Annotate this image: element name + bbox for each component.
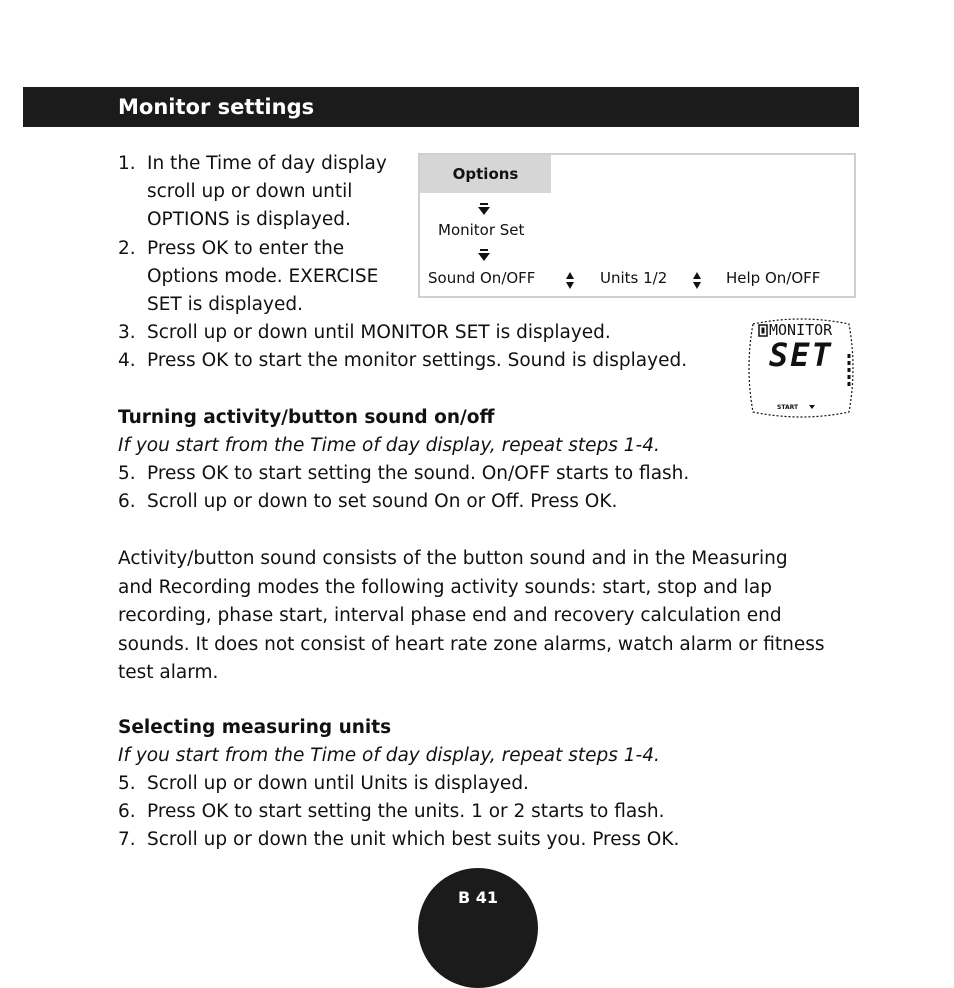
arrow-down-icon <box>478 253 490 261</box>
page-number: B 41 <box>457 888 499 907</box>
units-section-note: If you start from the Time of day display, repeat steps 1-4. <box>118 745 660 766</box>
step-text: Scroll up or down until Units is displayed. <box>147 773 529 794</box>
page-number-badge <box>418 868 538 988</box>
monitor-set-label: Monitor Set <box>438 221 525 239</box>
watch-line2-text: SET <box>769 336 833 374</box>
sound-description-paragraph <box>118 545 863 688</box>
units-option-label: Units 1/2 <box>600 269 668 287</box>
sound-section-note: If you start from the Time of day display, repeat steps 1-4. <box>118 435 660 456</box>
arrow-stem <box>480 203 488 205</box>
sound-option-label: Sound On/OFF <box>428 269 536 287</box>
step-text: Scroll up or down until MONITOR SET is displayed. <box>147 322 611 343</box>
options-tab: Options <box>420 155 551 193</box>
help-option-label: Help On/OFF <box>726 269 821 287</box>
step-text: Press OK to start the monitor settings. Sound is displayed. <box>147 350 688 371</box>
step-number: 6. <box>118 491 136 512</box>
paragraph-line: test alarm. <box>118 662 219 683</box>
step-text: scroll up or down until <box>147 181 353 202</box>
step-number: 5. <box>118 463 136 484</box>
sound-section-heading: Turning activity/button sound on/off <box>118 407 495 428</box>
step-number: 7. <box>118 829 136 850</box>
paragraph-line: and Recording modes the following activity sounds: start, stop and lap <box>118 576 772 598</box>
step-text: SET is displayed. <box>147 294 303 315</box>
step-number: 2. <box>118 238 136 259</box>
watch-display-illustration <box>745 318 857 418</box>
paragraph-line: sounds. It does not consist of heart rate zone alarms, watch alarm or fitness <box>118 633 825 655</box>
step-number: 3. <box>118 322 136 343</box>
step-number: 4. <box>118 350 136 371</box>
up-down-arrows-icon <box>693 272 701 290</box>
step-text: Scroll up or down the unit which best suits you. Press OK. <box>147 829 680 850</box>
paragraph-line: Activity/button sound consists of the button sound and in the Measuring <box>118 548 788 569</box>
watch-line1-text: MONITOR <box>769 321 833 339</box>
step-number: 1. <box>118 153 136 174</box>
section-title: Monitor settings <box>118 95 315 119</box>
step-text: Press OK to enter the <box>147 238 345 259</box>
step-text: Press OK to start setting the sound. On/OFF starts to flash. <box>147 463 690 484</box>
step-text: In the Time of day display <box>147 153 387 174</box>
step-text: Options mode. EXERCISE <box>147 266 379 287</box>
step-text: OPTIONS is displayed. <box>147 209 351 230</box>
up-down-arrows-icon <box>566 272 574 290</box>
step-number: 6. <box>118 801 136 822</box>
arrow-down-icon <box>478 207 490 215</box>
step-number: 5. <box>118 773 136 794</box>
units-section-heading: Selecting measuring units <box>118 717 392 738</box>
section-header-bar <box>23 87 859 127</box>
watch-start-label: START <box>777 404 799 411</box>
step-text: Scroll up or down to set sound On or Off. Press OK. <box>147 491 618 512</box>
step-text: Press OK to start setting the units. 1 or 2 starts to flash. <box>147 801 665 822</box>
options-menu-diagram <box>418 153 856 298</box>
arrow-stem <box>480 249 488 251</box>
paragraph-line: recording, phase start, interval phase end and recovery calculation end <box>118 605 782 626</box>
